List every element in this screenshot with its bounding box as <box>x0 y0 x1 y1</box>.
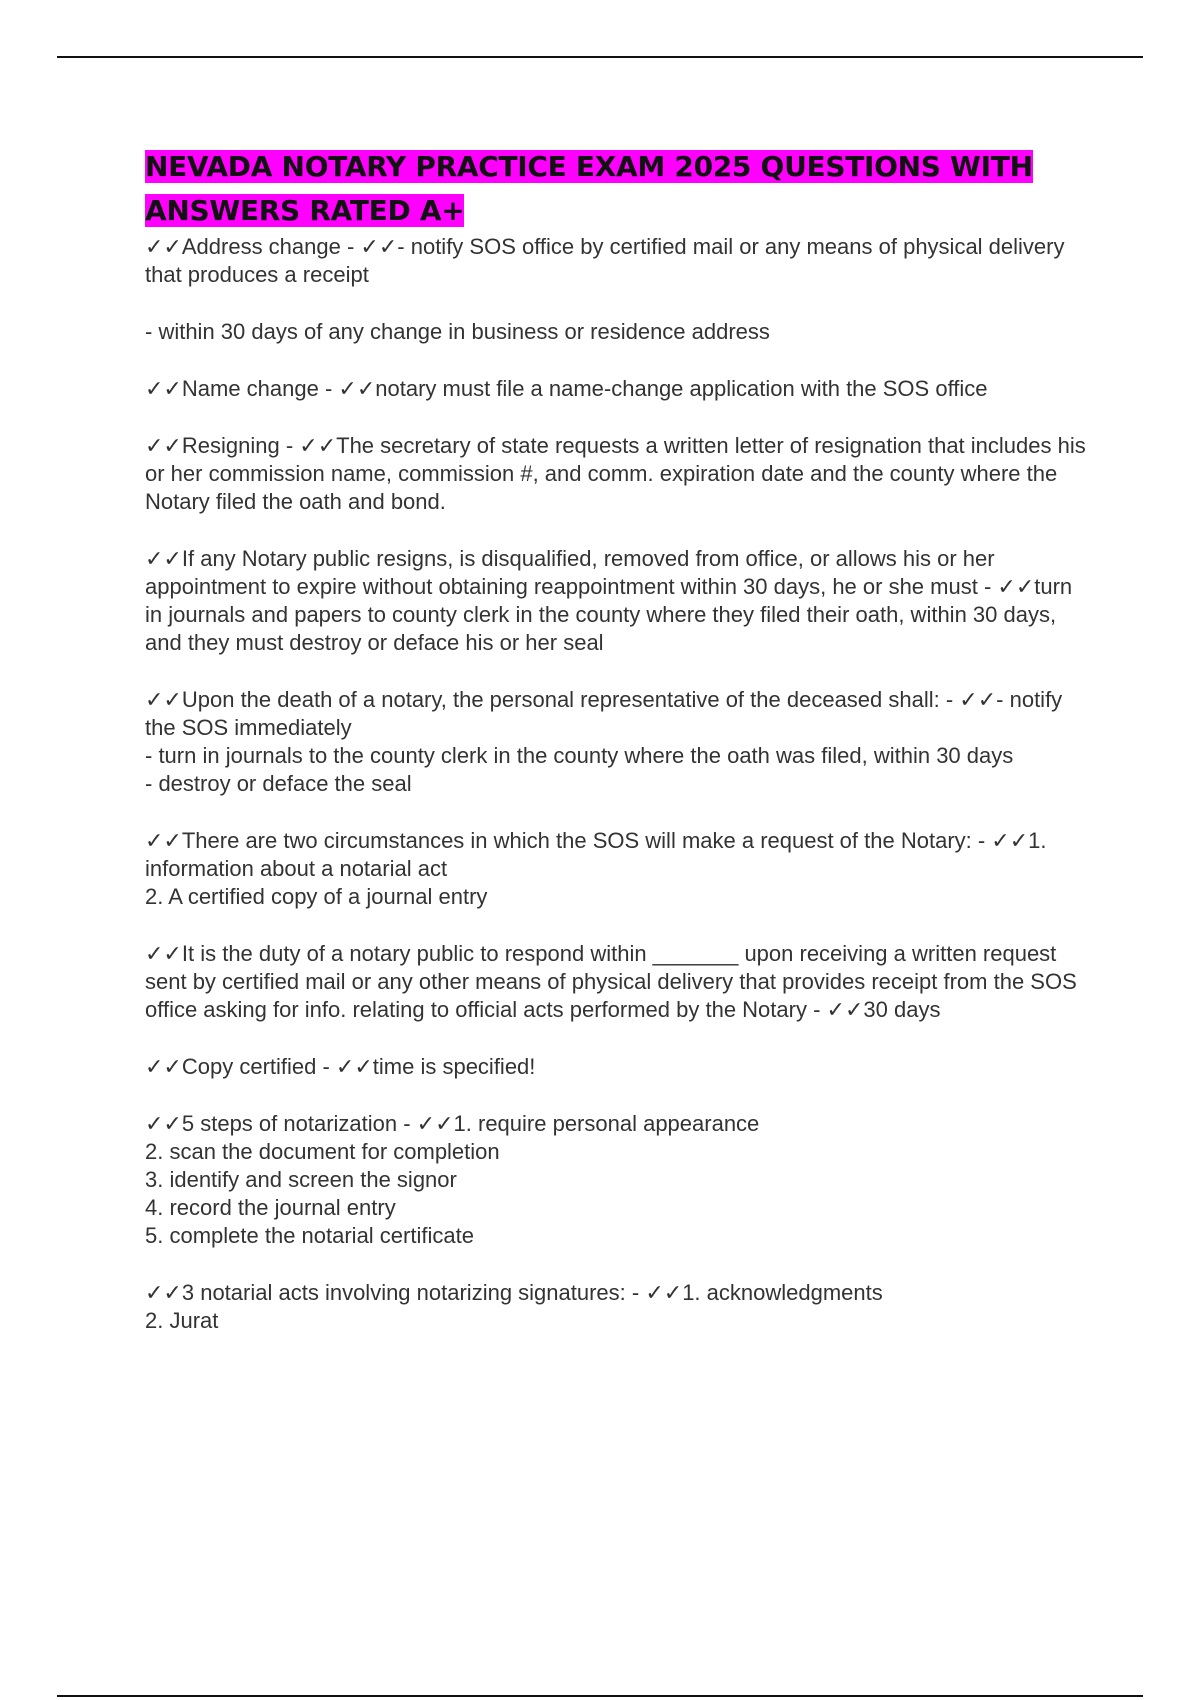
qa-line: 5. complete the notarial certificate <box>145 1223 474 1248</box>
bottom-rule <box>57 1695 1143 1697</box>
qa-list <box>145 233 1087 1335</box>
qa-line: ✓✓Address change - ✓✓- notify SOS office by certified mail or any means of physical delivery that produces a receipt <box>145 234 1065 287</box>
qa-item-copy-certified <box>145 1053 1087 1081</box>
qa-item-name-change <box>145 375 1087 403</box>
qa-item-respond-within <box>145 940 1087 1024</box>
qa-item-resigning <box>145 432 1087 516</box>
document-body <box>145 145 1087 1364</box>
qa-line: 2. A certified copy of a journal entry <box>145 884 488 909</box>
qa-item-address-change-detail <box>145 318 1087 346</box>
qa-line: 2. Jurat <box>145 1308 219 1333</box>
document-title <box>145 145 1087 233</box>
qa-line: 2. scan the document for completion <box>145 1139 500 1164</box>
qa-item-sos-request <box>145 827 1087 911</box>
qa-item-address-change <box>145 233 1087 289</box>
qa-item-three-acts <box>145 1279 1087 1335</box>
qa-item-resigns-disqualified <box>145 545 1087 657</box>
qa-line: ✓✓Name change - ✓✓notary must file a name-change application with the SOS office <box>145 376 988 401</box>
qa-line: ✓✓If any Notary public resigns, is disqualified, removed from office, or allows his or her appointment to expire without obtaining reappointment within 30 days, he or she must - ✓✓turn in journals and papers to county clerk in the county where they filed their oath, within 30 days, and they must destroy or deface his or her seal <box>145 546 1073 655</box>
qa-line: 3. identify and screen the signor <box>145 1167 457 1192</box>
qa-line: ✓✓It is the duty of a notary public to respond within _______ upon receiving a written request sent by certified mail or any other means of physical delivery that provides receipt from the SOS office asking for info. relating to official acts performed by the Notary - ✓✓30 days <box>145 941 1077 1022</box>
qa-line: - destroy or deface the seal <box>145 771 412 796</box>
qa-line: ✓✓Upon the death of a notary, the personal representative of the deceased shall: - ✓✓- notify the SOS immediately <box>145 687 1063 740</box>
qa-line: - turn in journals to the county clerk in the county where the oath was filed, within 30 days <box>145 743 1014 768</box>
title-highlight: NEVADA NOTARY PRACTICE EXAM 2025 QUESTIONS WITH ANSWERS RATED A+ <box>145 150 1033 227</box>
qa-line: ✓✓5 steps of notarization - ✓✓1. require personal appearance <box>145 1111 760 1136</box>
qa-line: ✓✓Resigning - ✓✓The secretary of state requests a written letter of resignation that includes his or her commission name, commission #, and comm. expiration date and the county where the Notary filed the oath and bond. <box>145 433 1086 514</box>
qa-item-five-steps <box>145 1110 1087 1250</box>
top-rule <box>57 56 1143 58</box>
qa-line: - within 30 days of any change in business or residence address <box>145 319 770 344</box>
qa-item-death-of-notary <box>145 686 1087 798</box>
qa-line: ✓✓There are two circumstances in which the SOS will make a request of the Notary: - ✓✓1. information about a notarial act <box>145 828 1047 881</box>
qa-line: ✓✓Copy certified - ✓✓time is specified! <box>145 1054 536 1079</box>
qa-line: ✓✓3 notarial acts involving notarizing signatures: - ✓✓1. acknowledgments <box>145 1280 883 1305</box>
qa-line: 4. record the journal entry <box>145 1195 396 1220</box>
